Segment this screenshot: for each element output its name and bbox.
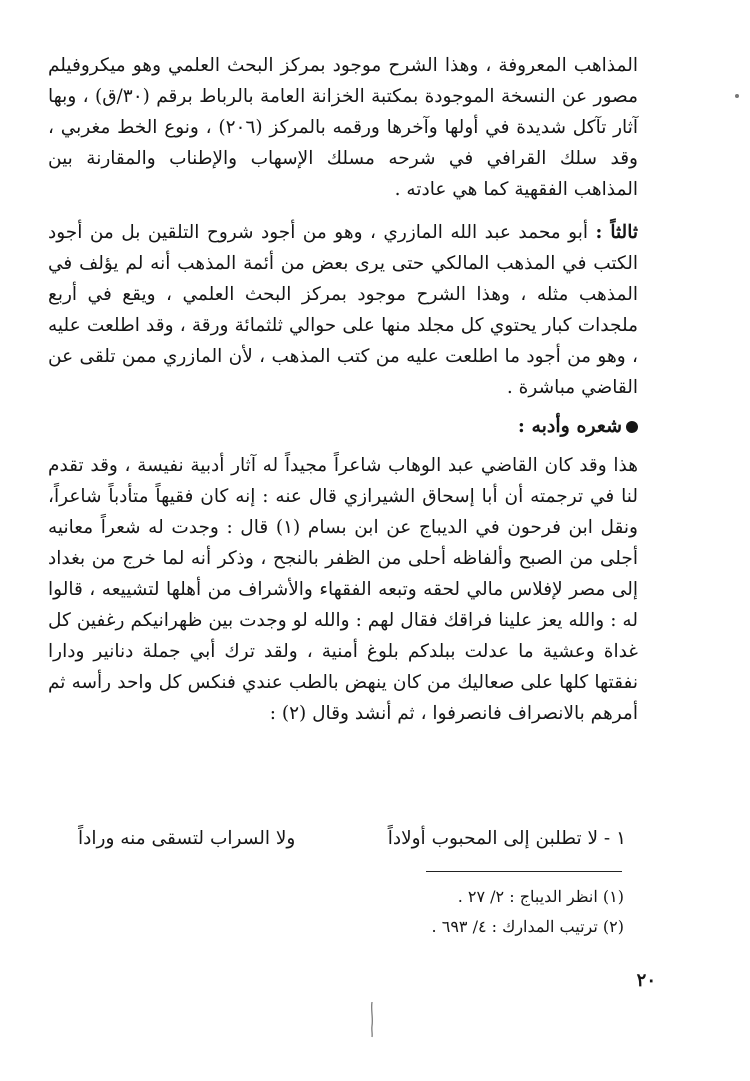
paragraph-2 <box>48 217 638 403</box>
footnote-divider <box>426 871 622 872</box>
section-heading <box>48 411 638 442</box>
paragraph-2-body: أبو محمد عبد الله المازري ، وهو من أجود شروح التلقين بل من أجود الكتب في المذهب المالكي حتى يرى بعض من أئمة المذهب أنه لم يؤلف في المذهب مثله ، وهذا الشرح موجود بمركز البحث العلمي ، ويقع في أربع ملجدات كبار يحتوي كل مجلد منها على حوالي ثلثمائة ورقة ، وقد اطلعت عليه ، وهو من أجود ما اطلعت عليه من كتب المذهب ، لأن المازري ممن تلقى عن القاضي مباشرة . <box>48 222 638 398</box>
verse-first-hemistich: ١ - لا تطلبن إلى المحبوب أولاداً <box>387 828 626 849</box>
footnote-1: (١) انظر الديباج : ٢/ ٢٧ . <box>457 887 624 906</box>
paragraph-3: هذا وقد كان القاضي عبد الوهاب شاعراً مجيداً له آثار أدبية نفيسة ، وقد تقدم لنا في ترجمته أن أبا إسحاق الشيرازي قال عنه : إنه كان فقيهاً متأدباً شاعراً، ونقل ابن فرحون في الديباج عن ابن بسام (١) قال : وجدت له شعراً معانيه أجلى من الصبح وألفاظه أحلى من الظفر بالنجح ، وذكر أنه لما خرج من بغداد إلى مصر لإفلاس مالي لحقه وتبعه الفقهاء والأشراف من أهلها لتشييعه ، قالوا له : والله يعز علينا فراقك فقال لهم : والله لو وجدت بين ظهرانيكم رغفين كل غداة وعشية ما عدلت ببلدكم بلوغ أمنية ، ولقد ترك أبي جملة دنانير ودارا نفقتها كلها على صعاليك من كان ينهض بالطب عندي فنكس كل واحد رأسه ثم أمرهم بالانصراف فانصرفوا ، ثم أنشد وقال (٢) : <box>48 455 638 724</box>
footnotes <box>290 882 624 942</box>
bullet-icon <box>626 421 638 433</box>
page-number: ٢٠ <box>636 970 656 991</box>
paragraph-2-lead: ثالثاً : <box>595 222 638 243</box>
scan-mark-icon <box>369 1000 375 1038</box>
main-text <box>48 50 638 729</box>
footnote-2: (٢) ترتيب المدارك : ٤/ ٦٩٣ . <box>431 917 624 936</box>
verse-second-hemistich: ولا السراب لتسقى منه وراداً <box>78 828 296 849</box>
section-heading-text: شعره وأدبه : <box>517 415 622 437</box>
poem-verse <box>78 823 626 854</box>
paragraph-1: المذاهب المعروفة ، وهذا الشرح موجود بمركز البحث العلمي وهو ميكروفيلم مصور عن النسخة الموجودة بمكتبة الخزانة العامة بالرباط برقم (٣٠/ق) ، وبها آثار تآكل شديدة في أولها وآخرها ورقمه بالمركز (٢٠٦) ، ونوع الخط مغربي ، وقد سلك القرافي في شرحه مسلك الإسهاب والإطناب والمقارنة بين المذاهب الفقهية كما هي عادته . <box>48 55 638 200</box>
scan-speck-icon <box>735 94 739 98</box>
